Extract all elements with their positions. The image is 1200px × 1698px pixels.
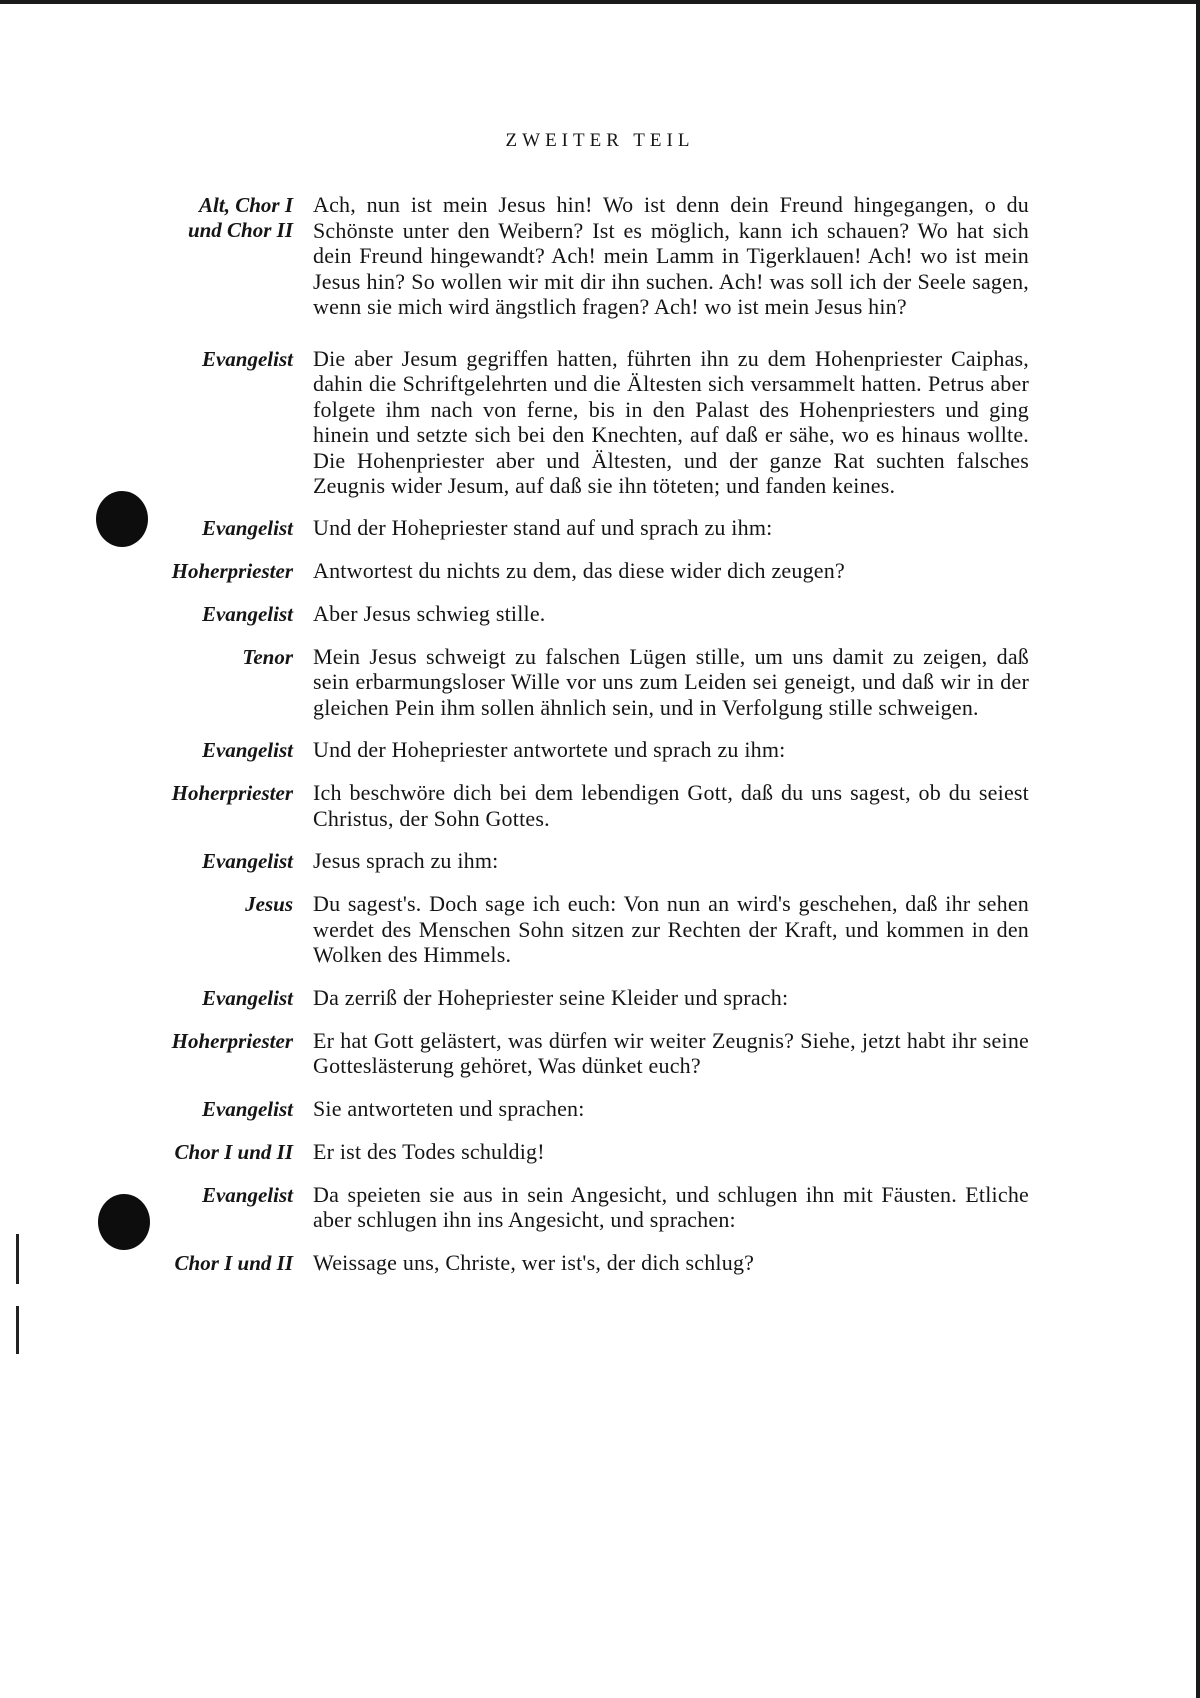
speaker-label: Chor I und II — [174, 1139, 293, 1164]
scan-edge-top — [0, 0, 1200, 4]
libretto-entry — [0, 1250, 1200, 1276]
libretto-entry — [0, 644, 1200, 721]
libretto-entry — [0, 558, 1200, 584]
entry-text: Du sagest's. Doch sage ich euch: Von nun an wird's geschehen, daß ihr sehen werdet des Menschen Sohn sitzen zur Rechten der Kraft, und kommen in den Wolken des Himmels. — [313, 891, 1029, 967]
speaker-label: Evangelist — [201, 515, 293, 540]
speaker-label: Jesus — [245, 892, 293, 916]
speaker-label: Evangelist — [201, 849, 293, 873]
entry-text: Da speieten sie aus in sein Angesicht, und schlugen ihn mit Fäusten. Etliche aber schlugen ihn ins Angesicht, und sprachen: — [313, 1181, 1029, 1232]
libretto-entries — [0, 192, 1200, 1276]
entry-text: Mein Jesus schweigt zu falschen Lügen stille, um uns damit zu zeigen, daß sein erbarmungsloser Wille vor uns zum Leiden sei geneigt, und daß wir in der gleichen Pein ihm sollen ähnlich sein, und in Verfolgung stille schweigen. — [313, 643, 1029, 720]
libretto-entry — [0, 780, 1200, 831]
entry-text: Antwortest du nichts zu dem, das diese wider dich zeugen? — [313, 557, 845, 583]
entry-text: Er ist des Todes schuldig! — [313, 1138, 545, 1164]
speaker-label: Hoherpriester — [171, 781, 293, 805]
libretto-entry — [0, 601, 1200, 627]
speaker-label: Alt, Chor I und Chor II — [187, 193, 293, 242]
speaker-label: Evangelist — [201, 1096, 293, 1121]
entry-text: Ich beschwöre dich bei dem lebendigen Gott, daß du uns sagest, ob du seiest Christus, der Sohn Gottes. — [313, 780, 1029, 831]
entry-text: Er hat Gott gelästert, was dürfen wir weiter Zeugnis? Siehe, jetzt habt ihr seine Gotteslästerung gehöret, Was dünket euch? — [313, 1027, 1029, 1078]
entry-text: Jesus sprach zu ihm: — [313, 848, 499, 873]
libretto-entry — [0, 192, 1200, 320]
libretto-entry — [0, 1139, 1200, 1165]
entry-text: Die aber Jesum gegriffen hatten, führten ihn zu dem Hohenpriester Caiphas, dahin die Schriftgelehrten und die Ältesten sich versammelt hatten. Petrus aber folgete ihm nach von ferne, bis in den Palast des Hohenpriesters und ging hinein und setzte sich bei den Knechten, auf daß er sähe, wo es hinaus wollte. Die Hohenpriester aber und Ältesten, und der ganze Rat suchten falsches Zeugnis wider Jesum, auf daß sie ihn töteten; und fanden keines. — [313, 345, 1029, 498]
speaker-label: Hoherpriester — [171, 558, 293, 583]
speaker-label: Evangelist — [201, 738, 293, 762]
libretto-entry — [0, 346, 1200, 499]
entry-text: Da zerriß der Hohepriester seine Kleider und sprach: — [313, 984, 789, 1010]
entry-text: Und der Hohepriester stand auf und sprach zu ihm: — [313, 514, 773, 540]
entry-text: Weissage uns, Christe, wer ist's, der dich schlug? — [313, 1249, 755, 1275]
speaker-label: Evangelist — [201, 601, 293, 626]
libretto-entry — [0, 848, 1200, 874]
speaker-label: Tenor — [242, 644, 293, 669]
libretto-entry — [0, 1096, 1200, 1122]
libretto-entry — [0, 1028, 1200, 1079]
libretto-entry — [0, 737, 1200, 763]
entry-text: Sie antworteten und sprachen: — [313, 1095, 585, 1121]
speaker-label: Evangelist — [201, 1182, 293, 1207]
speaker-label: Evangelist — [201, 346, 293, 371]
page-heading: ZWEITER TEIL — [505, 130, 695, 151]
speaker-label: Chor I und II — [174, 1250, 293, 1275]
libretto-entry — [0, 891, 1200, 968]
entry-text: Und der Hohepriester antwortete und sprach zu ihm: — [313, 737, 786, 762]
margin-tick-mark — [16, 1306, 19, 1354]
entry-text: Aber Jesus schwieg stille. — [313, 600, 546, 626]
libretto-entry — [0, 985, 1200, 1011]
libretto-entry — [0, 1182, 1200, 1233]
libretto-entry — [0, 515, 1200, 541]
speaker-label: Hoherpriester — [171, 1028, 293, 1053]
entry-text: Ach, nun ist mein Jesus hin! Wo ist denn dein Freund hingegangen, o du Schönste unter den Weibern? Ist es möglich, kann ich schauen? Wo hat sich dein Freund hingewandt? Ach! mein Lamm in Tigerklauen! Ach! wo ist mein Jesus hin? So wollen wir mit dir ihn suchen. Ach! was soll ich der Seele sagen, wenn sie mich wird ängstlich fragen? Ach! wo ist mein Jesus hin? — [313, 192, 1029, 319]
speaker-label: Evangelist — [201, 985, 293, 1010]
